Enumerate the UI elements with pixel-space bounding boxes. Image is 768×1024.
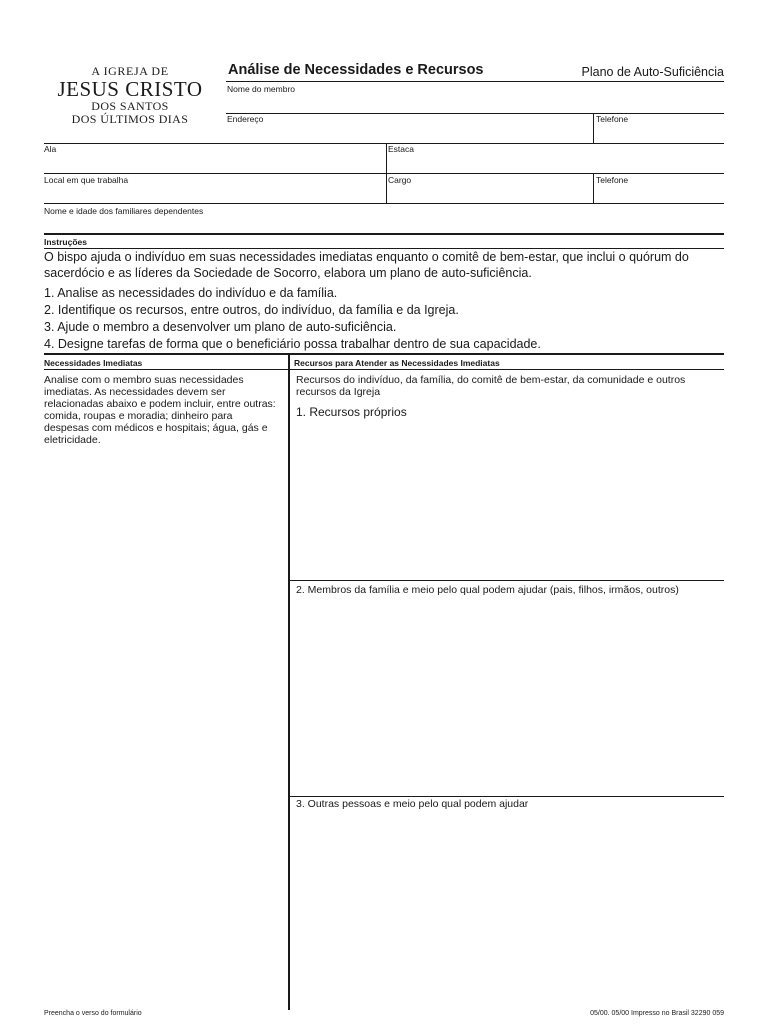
phone2-label: Telefone — [596, 175, 629, 185]
instruction-step: 1. Analise as necessidades do indivíduo e da família. — [44, 286, 338, 300]
logo-line-1: A IGREJA DE — [91, 64, 169, 78]
resources-column-header: Recursos para Atender as Necessidades Imediatas — [294, 358, 500, 368]
stake-field[interactable] — [387, 144, 724, 173]
member-name-field[interactable] — [226, 82, 724, 112]
ward-field[interactable] — [44, 144, 384, 173]
workplace-label: Local em que trabalha — [44, 175, 129, 185]
table-top-rule — [44, 353, 724, 355]
workplace-field[interactable] — [44, 174, 384, 203]
instruction-step: 2. Identifique os recursos, entre outros, do indivíduo, da família e da Igreja. — [44, 303, 459, 317]
stake-label: Estaca — [388, 144, 414, 154]
footer-note: Preencha o verso do formulário — [44, 1010, 142, 1017]
divider — [290, 580, 724, 581]
position-label: Cargo — [388, 175, 412, 185]
phone-label: Telefone — [596, 114, 629, 124]
needs-column-header: Necessidades Imediatas — [44, 358, 143, 368]
family-members-heading: 2. Membros da família e meio pelo qual podem ajudar (pais, filhos, irmãos, outros) — [296, 584, 679, 596]
church-logo — [44, 64, 216, 126]
own-resources-input[interactable] — [292, 422, 724, 578]
logo-line-4: DOS ÚLTIMOS DIAS — [71, 112, 189, 126]
instructions-intro: O bispo ajuda o indivíduo em suas necessidades imediatas enquanto o comitê de bem-estar, que inclui o quórum do sacerdócio e as líderes da Sociedade de Socorro, elabora um plano de auto-suficiência. — [44, 250, 689, 280]
instructions-heading: Instruções — [44, 237, 87, 247]
member-name-label: Nome do membro — [227, 84, 296, 94]
needs-description: Analise com o membro suas necessidades imediatas. As necessidades devem ser relacionadas abaixo e podem incluir, entre outras: comida, roupas e moradia; dinheiro para despesas com médicos e hospitais; água, gás e eletricidade. — [44, 374, 276, 446]
other-people-heading: 3. Outras pessoas e meio pelo qual podem ajudar — [296, 798, 529, 810]
instruction-step: 3. Ajude o membro a desenvolver um plano de auto-suficiência. — [44, 320, 397, 334]
family-members-input[interactable] — [292, 598, 724, 794]
phone2-field[interactable] — [594, 174, 724, 203]
ward-label: Ala — [44, 144, 57, 154]
position-field[interactable] — [387, 174, 590, 203]
other-people-input[interactable] — [292, 812, 724, 1006]
table-column-divider — [288, 353, 290, 1010]
logo-line-2: JESUS CRISTO — [57, 77, 203, 101]
section-rule — [44, 233, 724, 235]
footer-print-info: 05/00. 05/00 Impresso no Brasil 32290 059 — [590, 1010, 724, 1017]
table-header-rule — [44, 369, 724, 370]
logo-line-3: DOS SANTOS — [91, 99, 169, 113]
phone-field[interactable] — [594, 114, 724, 142]
needs-input-area[interactable] — [44, 456, 284, 1006]
resources-description: Recursos do indivíduo, da família, do comitê de bem-estar, da comunidade e outros recursos da Igreja — [296, 374, 686, 398]
form-title: Análise de Necessidades e Recursos — [228, 62, 484, 78]
instruction-step: 4. Designe tarefas de forma que o beneficiário possa trabalhar dentro de sua capacidade. — [44, 337, 541, 351]
divider — [290, 796, 724, 797]
dependents-label: Nome e idade dos familiares dependentes — [44, 206, 204, 216]
address-label: Endereço — [227, 114, 264, 124]
form-subtitle: Plano de Auto-Suficiência — [581, 65, 724, 79]
instructions-steps — [44, 285, 728, 353]
own-resources-heading: 1. Recursos próprios — [296, 405, 407, 419]
address-field[interactable] — [226, 114, 592, 142]
dependents-field[interactable] — [44, 204, 724, 233]
